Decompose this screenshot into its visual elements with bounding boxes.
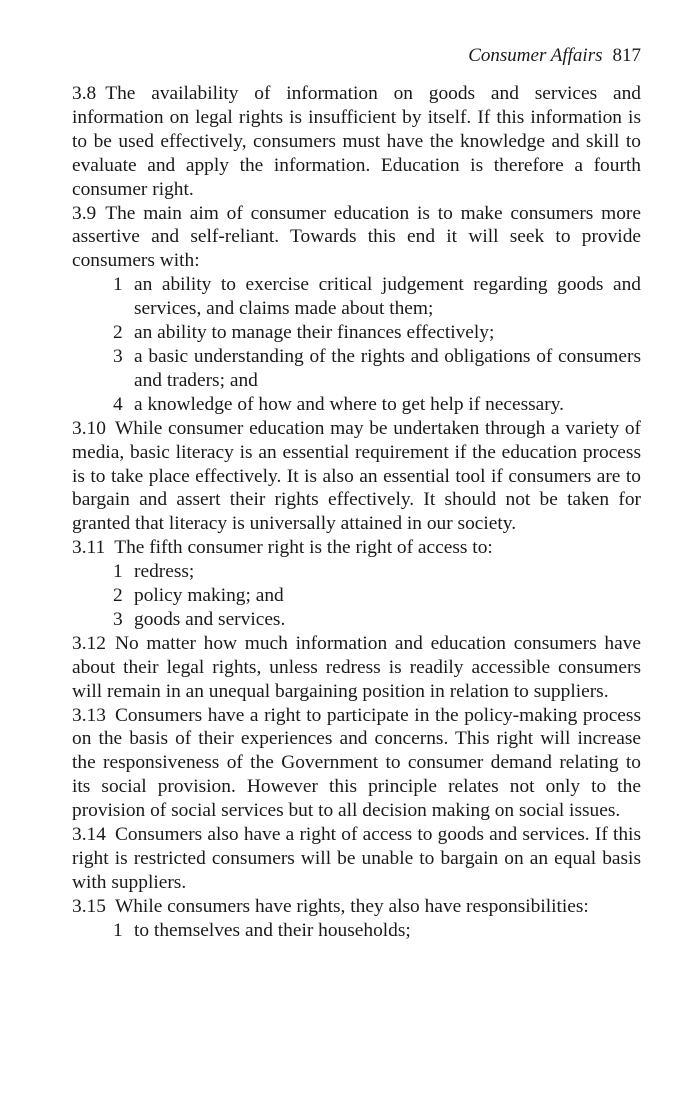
paragraph-3-14 [72,823,641,895]
paragraph-number: 3.13 [72,704,106,726]
list-item-number: 3 [113,608,123,630]
paragraph-3-9 [72,202,641,274]
page-number: 817 [612,45,641,66]
list-item-number: 4 [113,393,123,415]
list-item-text: goods and services. [134,608,286,630]
list-item [72,321,641,345]
paragraph-text: No matter how much information and education consumers have about their legal rights, unless redress is readily accessible consumers will remain in an unequal bargaining position in relation to suppliers. [72,632,641,702]
paragraph-text: While consumer education may be undertaken through a variety of media, basic literacy is an essential requirement if the education process is to take place effectively. It is also an essential tool if consumers are to bargain and assert their rights effectively. It should not be taken for granted that literacy is universally attained in our society. [72,417,641,535]
paragraph-3-11 [72,536,641,560]
running-title: Consumer Affairs [468,45,603,66]
running-head [72,42,641,70]
list-item-number: 1 [113,561,123,583]
paragraph-3-15 [72,895,641,919]
paragraph-number: 3.9 [72,202,97,224]
education-aims-list [72,273,641,416]
paragraph-text: Consumers have a right to participate in the policy-making process on the basis of their experiences and concerns. This right will increase the responsiveness of the Government to consumer demand relating to its social provision. However this principle relates not only to the provision of social services but to all decision making on social issues. [72,704,641,822]
paragraph-number: 3.15 [72,895,106,917]
paragraph-number: 3.12 [72,632,106,654]
list-item-text: an ability to exercise critical judgement regarding goods and services, and claims made about them; [134,274,641,320]
list-item-number: 1 [113,919,123,941]
list-item-text: policy making; and [134,585,284,607]
paragraph-3-10 [72,417,641,537]
list-item [72,393,641,417]
list-item-text: to themselves and their households; [134,919,411,941]
paragraph-text: The availability of information on goods and services and information on legal rights is insufficient by itself. If this information is to be used effectively, consumers must have the knowledge and skill to evaluate and apply the information. Education is therefore a fourth consumer right. [72,83,641,200]
list-item [72,919,641,943]
list-item-number: 1 [113,274,123,296]
paragraph-number: 3.10 [72,417,106,439]
list-item [72,345,641,393]
paragraph-3-12 [72,632,641,704]
list-item [72,584,641,608]
list-item [72,273,641,321]
list-item [72,608,641,632]
list-item-text: a basic understanding of the rights and obligations of consumers and traders; and [134,345,641,391]
responsibilities-list [72,919,641,943]
paragraph-text: While consumers have rights, they also have responsibilities: [114,895,589,917]
list-item-number: 3 [113,345,123,367]
paragraph-number: 3.11 [72,537,106,559]
paragraph-text: Consumers also have a right of access to goods and services. If this right is restricted consumers will be unable to bargain on an equal basis with suppliers. [72,824,641,893]
access-rights-list [72,560,641,632]
list-item [72,560,641,584]
document-page [72,42,641,943]
paragraph-3-13 [72,704,641,824]
paragraph-text: The fifth consumer right is the right of access to: [114,537,493,559]
list-item-number: 2 [113,322,123,344]
list-item-text: redress; [134,561,195,583]
paragraph-number: 3.8 [72,83,97,104]
paragraph-text: The main aim of consumer education is to make consumers more assertive and self-reliant. Towards this end it will seek to provide consumers with: [72,202,641,272]
list-item-text: an ability to manage their finances effectively; [134,322,495,344]
list-item-text: a knowledge of how and where to get help if necessary. [134,393,565,415]
paragraph-number: 3.14 [72,824,106,846]
list-item-number: 2 [113,585,123,607]
paragraph-3-8 [72,82,641,202]
